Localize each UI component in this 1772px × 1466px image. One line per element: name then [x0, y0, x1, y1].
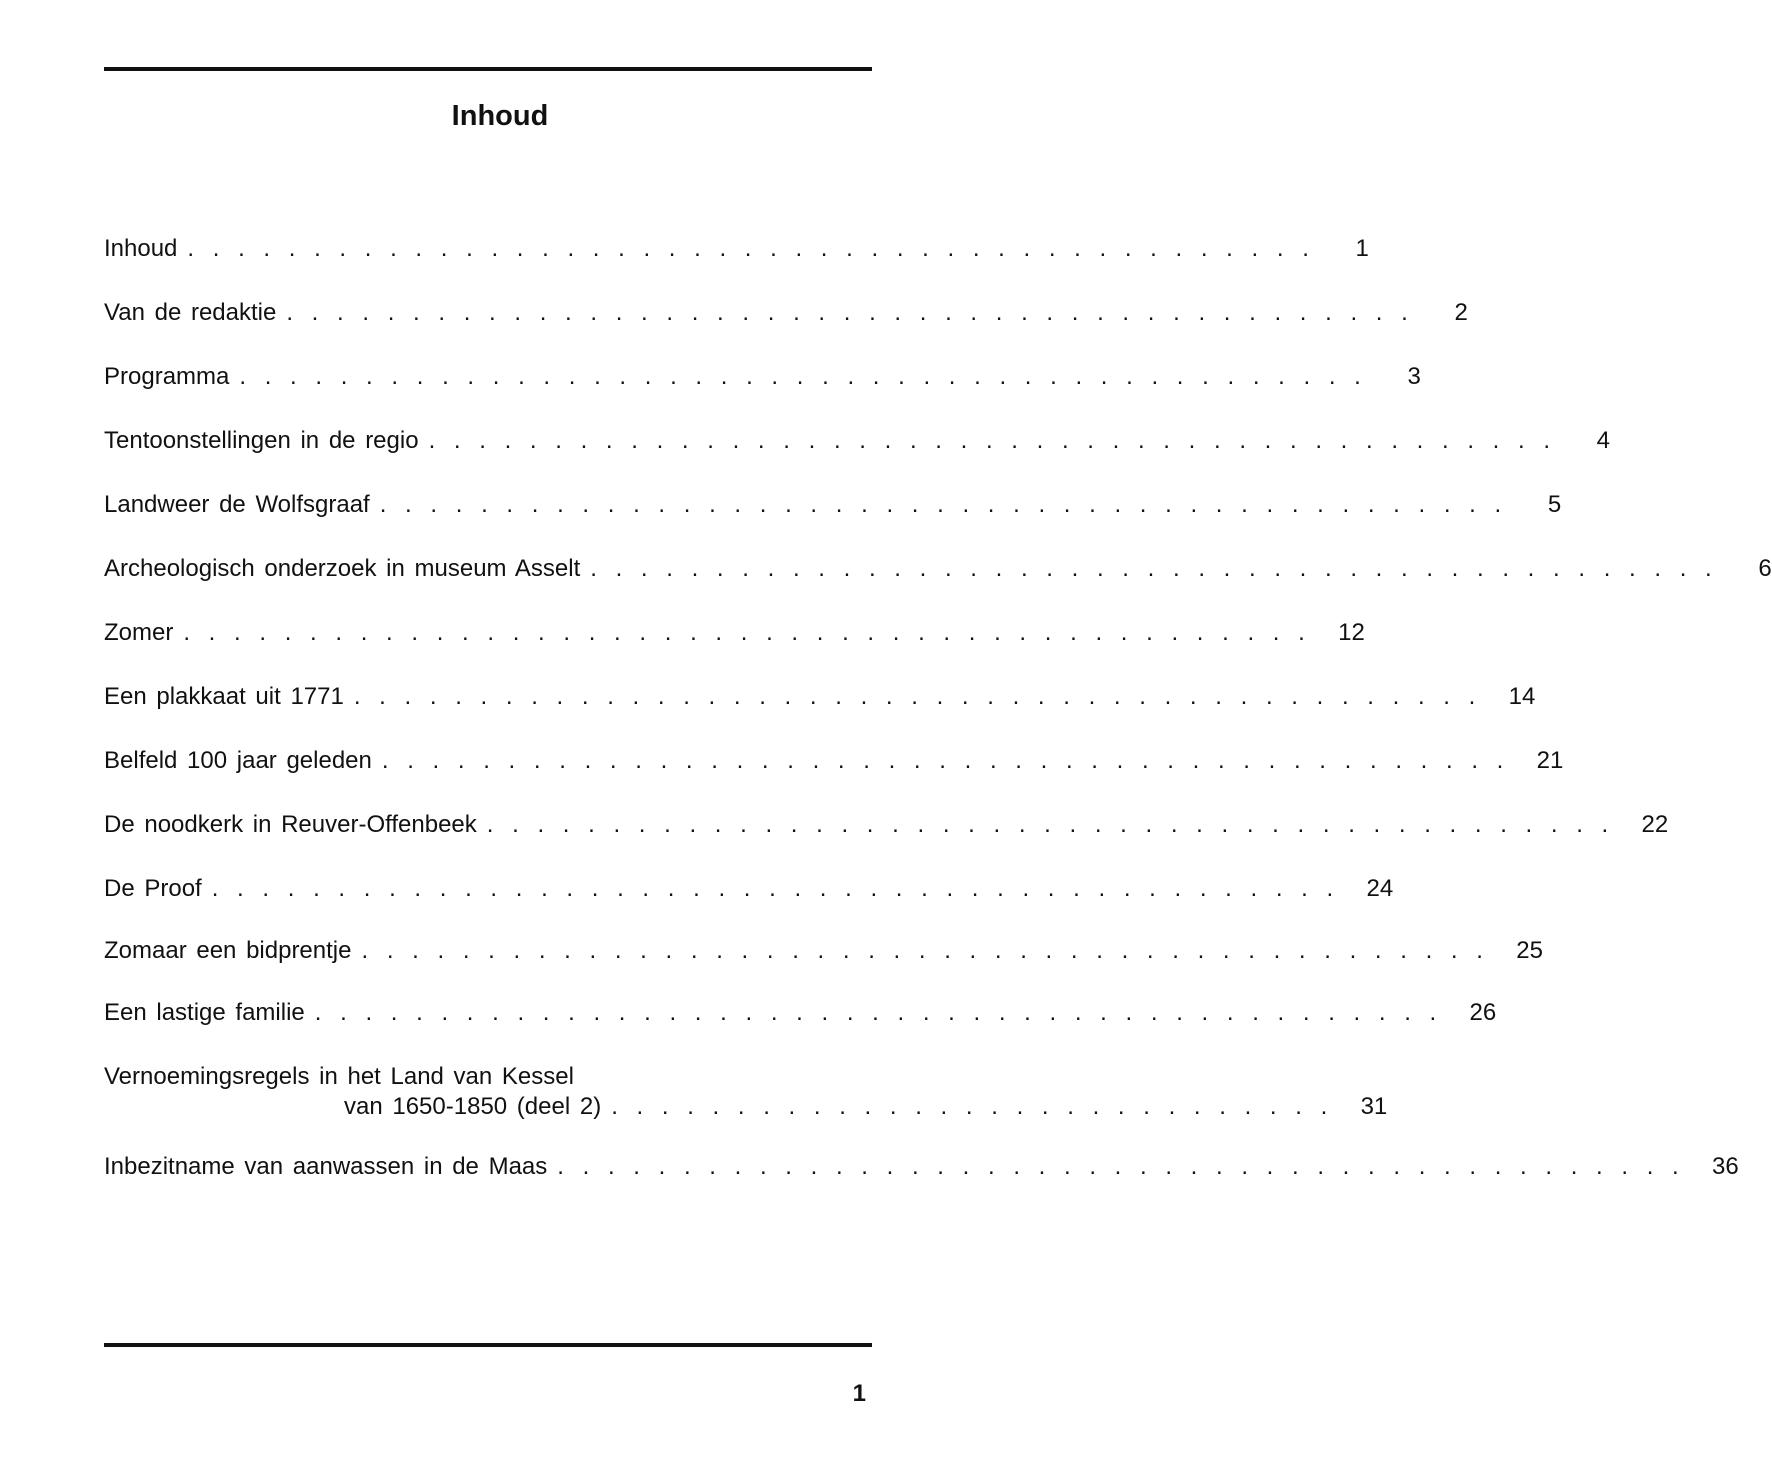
toc-entry-page: 26: [1469, 999, 1497, 1026]
toc-entry: [104, 998, 1497, 1028]
toc-entry-label: Tentoonstellingen in de regio: [104, 427, 419, 454]
toc-entry-page: 24: [1366, 875, 1394, 902]
toc-entry-label: Vernoemingsregels in het Land van Kessel: [104, 1063, 574, 1090]
toc-entry: [104, 490, 1562, 520]
dot-leader: . . . . . . . . . . . . . . . . . . . . . . . . . . . . . . . . . . . . . . . . . . . . .: [286, 299, 1414, 326]
toc-entry-label: Archeologisch onderzoek in museum Asselt: [104, 555, 581, 582]
dot-leader: . . . . . . . . . . . . . . . . . . . . . . . . . . . . . . . . . . . . . . . . . . . . .: [187, 235, 1315, 262]
toc-entry-label: De noodkerk in Reuver-Offenbeek: [104, 811, 477, 838]
dot-leader: . . . . . . . . . . . . . . . . . . . . . . . . . . . . . . . . . . . . . . . . . . . . .: [428, 427, 1557, 454]
toc-entry-continuation-row: [104, 1092, 1355, 1122]
toc-entry: [104, 1060, 1388, 1122]
toc-entry-label-continuation: van 1650-1850 (deel 2): [344, 1093, 602, 1120]
toc-entry: [104, 810, 1669, 840]
toc-entry-label: Een plakkaat uit 1771: [104, 683, 344, 710]
toc-entry: [104, 298, 1468, 328]
dot-leader: . . . . . . . . . . . . . . . . . . . . . . . . . . . . . . . . . . . . . . . . . . . . .: [590, 555, 1718, 582]
toc-entry-label: Inhoud: [104, 235, 178, 262]
toc-entry-page: 2: [1454, 299, 1468, 326]
toc-entry-label: De Proof: [104, 875, 202, 902]
toc-entry-page: 6: [1758, 555, 1772, 582]
toc-entry: [104, 682, 1536, 712]
toc-entry: [104, 234, 1369, 264]
dot-leader: . . . . . . . . . . . . . . . . . . . . . . . . . . . . . . . . . . . . . . . . . . . . .: [211, 875, 1340, 902]
toc-entry-label: Landweer de Wolfsgraaf: [104, 491, 370, 518]
toc-entry: [104, 746, 1564, 776]
page-title: Inhoud: [451, 100, 549, 132]
toc-entry-page: 31: [1360, 1093, 1388, 1120]
toc-entry-page: 4: [1596, 427, 1611, 454]
dot-leader: . . . . . . . . . . . . . . . . . . . . . . . . . . . . . . . . . . . . . . . . . . . . .: [361, 937, 1489, 964]
toc-entry: [104, 936, 1543, 966]
toc-entry-label: Belfeld 100 jaar geleden: [104, 747, 372, 774]
toc-entry-label: Programma: [104, 363, 230, 390]
toc-entry: [104, 554, 1772, 584]
toc-entry-page: 22: [1641, 811, 1669, 838]
toc-entry-page: 3: [1407, 363, 1421, 390]
toc-entry-page: 12: [1338, 619, 1365, 646]
toc-entry-page: 1: [1355, 235, 1369, 262]
toc-entry-label: Inbezitname van aanwassen in de Maas: [104, 1153, 548, 1180]
dot-leader: . . . . . . . . . . . . . . . . . . . . . . . . . . . . . . . . . . . . . . . . . . . . .: [557, 1153, 1685, 1180]
dot-leader: . . . . . . . . . . . . . . . . . . . . . . . . . . . . . . . . . . . . . . . . . . . . .: [353, 683, 1482, 710]
toc-entry-page: 25: [1516, 937, 1543, 964]
toc-entry: [104, 426, 1611, 456]
top-rule: [104, 67, 872, 71]
dot-leader: . . . . . . . . . . . . . . . . . . . . . . . . . . . . . . . . . . . . . . . . . . . . .: [239, 363, 1367, 390]
toc-entry: [104, 618, 1365, 648]
toc-entry-label: Van de redaktie: [104, 299, 277, 326]
dot-leader: . . . . . . . . . . . . . . . . . . . . . . . . . . . . . . . . . . . . . . . . . . . . .: [381, 747, 1510, 774]
bottom-rule: [104, 1343, 872, 1347]
toc-entry-page: 5: [1547, 491, 1562, 518]
toc-entry-label: Een lastige familie: [104, 999, 305, 1026]
toc-entry-label: Zomaar een bidprentje: [104, 937, 352, 964]
toc-entry-labelbox: [104, 1062, 1355, 1122]
toc-entry: [104, 1152, 1739, 1182]
toc-entry-page: 21: [1536, 747, 1564, 774]
toc-entry: [104, 874, 1394, 904]
dot-leader: . . . . . . . . . . . . . . . . . . . . . . . . . . . . . . . . . . . . . . . . . . . . .: [486, 811, 1615, 838]
toc-entry-page: 14: [1508, 683, 1536, 710]
dot-leader: . . . . . . . . . . . . . . . . . . . . . . . . . . . . .: [611, 1093, 1334, 1120]
toc-entry: [104, 362, 1421, 392]
toc-entry-page: 36: [1712, 1153, 1739, 1180]
dot-leader: . . . . . . . . . . . . . . . . . . . . . . . . . . . . . . . . . . . . . . . . . . . . .: [183, 619, 1311, 646]
dot-leader: . . . . . . . . . . . . . . . . . . . . . . . . . . . . . . . . . . . . . . . . . . . . .: [314, 999, 1443, 1026]
toc-entry-label: Zomer: [104, 619, 174, 646]
page-number: 1: [852, 1380, 866, 1407]
dot-leader: . . . . . . . . . . . . . . . . . . . . . . . . . . . . . . . . . . . . . . . . . . . . .: [379, 491, 1508, 518]
